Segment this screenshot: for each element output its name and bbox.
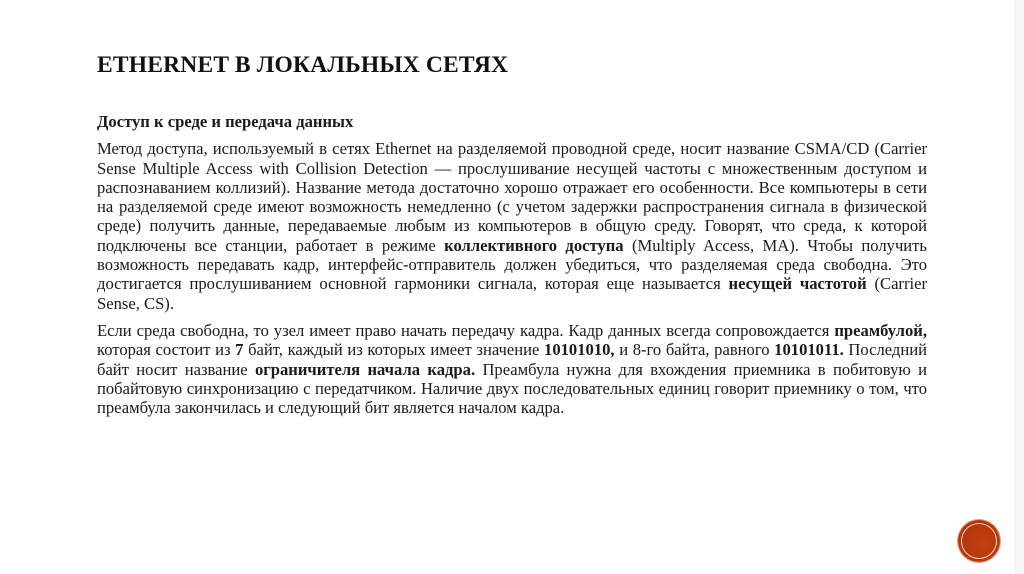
text-run: (Carrier Sense, CS). (97, 274, 927, 313)
text-run: байт, каждый из которых имеет значение (243, 340, 545, 360)
slide-content (97, 112, 927, 425)
bold-term-preamble: преамбулой, (834, 320, 927, 340)
paragraph-preamble (97, 321, 927, 417)
right-edge-strip (1015, 0, 1024, 574)
text-run: Метод доступа, используемый в сетях Ethernet на разделяемой проводной среде, носит название CSMA/CD (Carrier Sense Multiple Access with Collision Detection — прослушивание несущей частоты с множественным доступом и распознаванием коллизий). Название метода достаточно хорошо отражает его особенности. Все компьютеры в сети на разделяемой среде имеют возможность немедленно (с учетом задержки распространения сигнала в физической среде) получить данные, передаваемые любым из компьютеров в общую среду. Говорят, что среда, к которой подключены все станции, работает в режиме (97, 139, 927, 255)
section-subheading: Доступ к среде и передача данных (97, 112, 354, 131)
bold-term-sfd: ограничителя начала кадра. (254, 359, 476, 379)
text-run: которая состоит из (97, 340, 236, 360)
text-run: (Multiply Access, MA). Чтобы получить возможность передавать кадр, интерфейс-отправитель должен убедиться, что разделяемая среда свободна. Это достигается прослушиванием основной гармоники сигнала, которая еще называется (97, 235, 927, 294)
slide-title: ETHERNET В ЛОКАЛЬНЫХ СЕТЯХ (97, 52, 509, 78)
bold-value-10101010: 10101010, (544, 340, 615, 360)
paragraph-csma-cd (97, 139, 927, 313)
text-run: и 8-го байта, равного (614, 340, 775, 360)
circle-badge-icon (958, 520, 1000, 562)
bold-term-multiple-access: коллективного доступа (444, 235, 624, 255)
text-run: Если среда свободна, то узел имеет право начать передачу кадра. Кадр данных всегда сопровождается (97, 320, 835, 340)
bold-value-10101011: 10101011. (774, 340, 844, 360)
bold-value-7: 7 (235, 340, 244, 360)
bold-term-carrier: несущей частотой (728, 274, 867, 294)
text-run: Последний байт носит название (97, 340, 927, 379)
text-run: Преамбула нужна для вхождения приемника в побитовую и побайтовую синхронизацию с передатчиком. Наличие двух последовательных единиц говорит приемнику о том, что преамбула закончилась и следующий бит является началом кадра. (97, 359, 927, 418)
